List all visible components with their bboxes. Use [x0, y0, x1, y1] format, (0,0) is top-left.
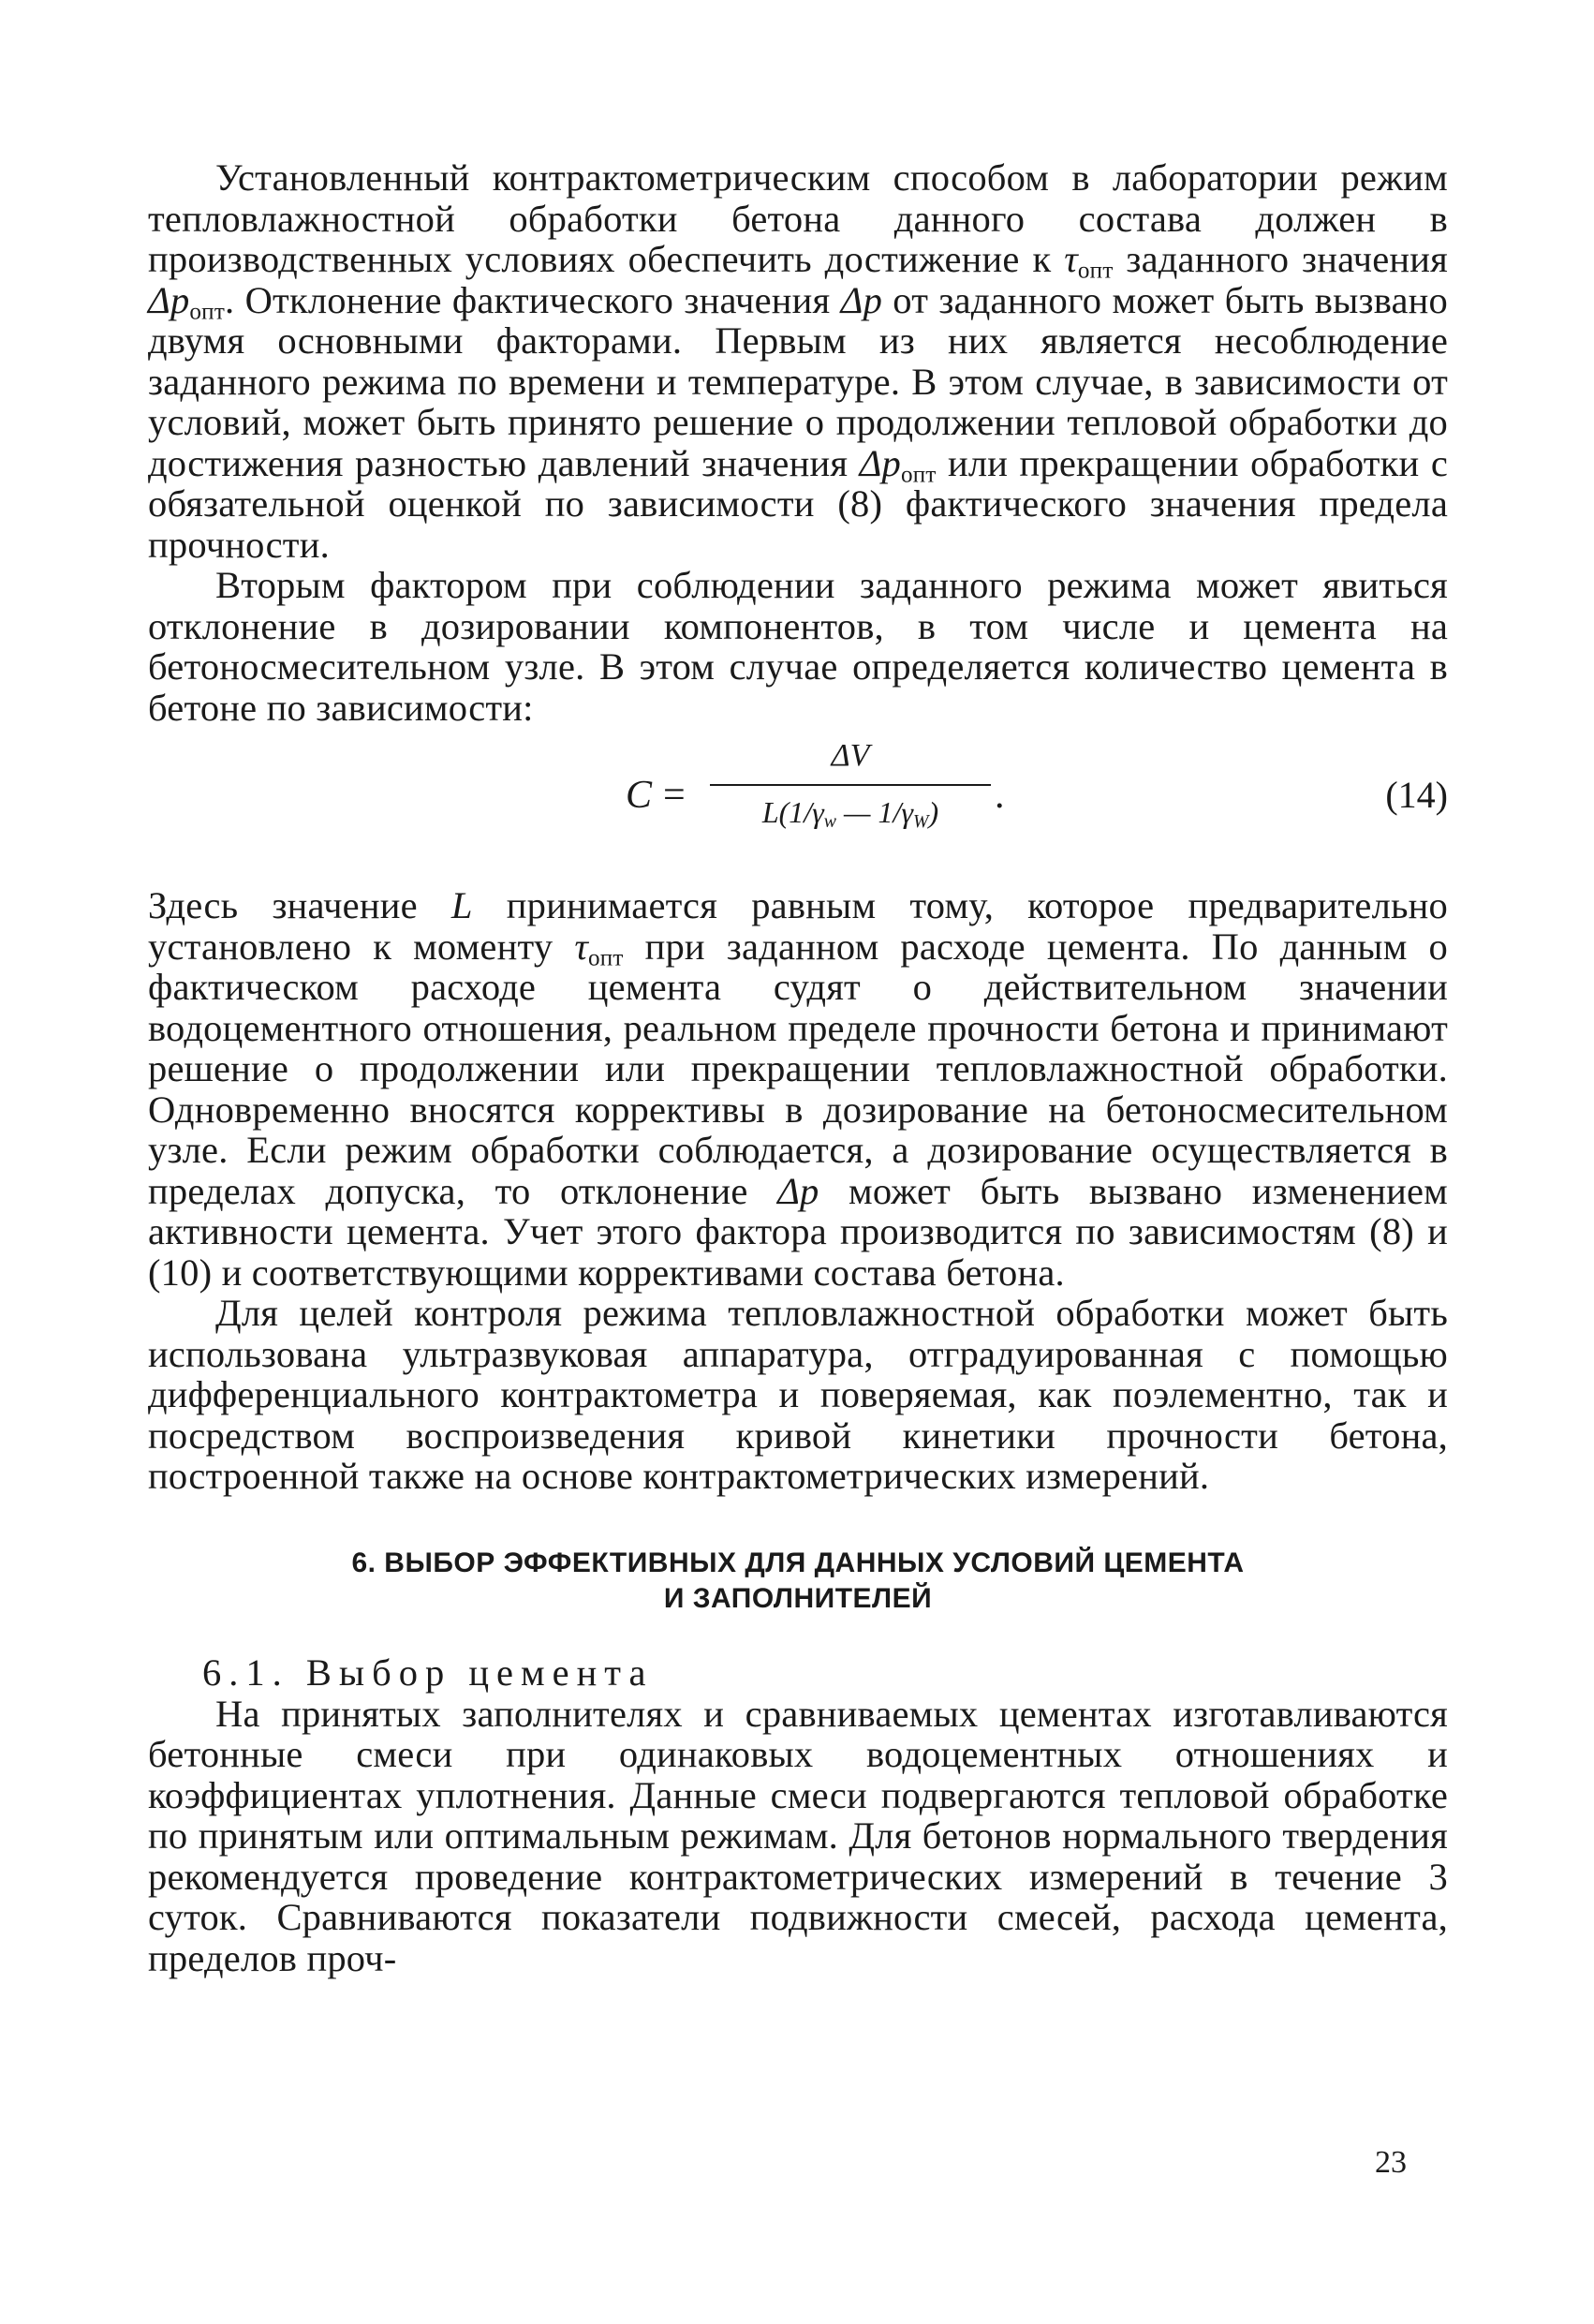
formula-denominator: $L(1/\gamma_w$ — $1/\gamma_W$) — [761, 795, 939, 832]
section-heading-line-2: И ЗАПОЛНИТЕЛЕЙ — [663, 1582, 933, 1614]
formula-number: (14) — [1385, 774, 1448, 816]
section-heading — [148, 1546, 1448, 1617]
formula-14 — [148, 735, 1448, 876]
paragraph-2: Вторым фактором при соблюдении заданного режима может явиться отклонение в дозировании компонентов, в том числе и цемента на бетоносмесительном узле. В этом случае определяется количество цемента в бетоне по зависимости: — [148, 564, 1448, 729]
paragraph-5: На принятых заполнителях и сравниваемых цементах изготавливаются бетонные смеси при одинаковых водоцементных отношениях и коэффициентах уплотнения. Данные смеси подвергаются тепловой обработке по принятым или оптимальным режимам. Для бетонов нормального твердения рекомендуется проведение контрактометрических измерений в течение 3 суток. Сравниваются показатели подвижности смесей, расхода цемента, пределов проч- — [148, 1692, 1448, 1979]
formula-equals: = — [663, 774, 686, 817]
subsection-title: 6.1. Выбор цемента — [202, 1650, 654, 1694]
section-heading-line-1: 6. ВЫБОР ЭФФЕКТИВНЫХ ДЛЯ ДАННЫХ УСЛОВИЙ ЦЕМЕНТА — [351, 1547, 1245, 1578]
formula-fraction — [710, 735, 991, 833]
fraction-bar — [710, 784, 991, 786]
formula-lhs: C — [626, 774, 653, 817]
page-content — [148, 157, 1448, 1978]
paragraph-3: Здесь значение L принимается равным тому, которое предварительно установлено к моменту $\tau_{опт}$ при заданном расходе цемента. По данным о фактическом расходе цемента судят о действительном значении водоцементного отношения, реальном пределе прочности бетона и принимают решение о продолжении или прекращении тепловлажностной обработки. Одновременно вносятся коррективы в дозирование на бетоносмесительном узле. Если режим обработки соблюдается, а дозирование осуществляется в пределах допуска, то отклонение Δp может быть вызвано изменением активности цемента. Учет этого фактора производится по зависимостям (8) и (10) и соответствующими коррективами состава бетона. — [148, 884, 1448, 1294]
paragraph-1: Установленный контрактометрическим способом в лаборатории режим тепловлажностной обработки бетона данного состава должен в производственных условиях обеспечить достижение к $\tau_{опт}$ заданного значения $\Delta p_{опт}$. Отклонение фактического значения Δp от заданного может быть вызвано двумя основными факторами. Первым из них является несоблюдение заданного режима по времени и температуре. В этом случае, в зависимости от условий, может быть принято решение о продолжении тепловой обработки до достижения разностью давлений значения $\Delta p_{опт}$ или прекращении обработки с обязательной оценкой по зависимости (8) фактического значения предела прочности. — [148, 156, 1448, 566]
paragraph-4: Для целей контроля режима тепловлажностной обработки может быть использована ультразвуковая аппаратура, отградуированная с помощью дифференциального контрактометра и поверяемая, как поэлементно, так и посредством воспроизведения кривой кинетики прочности бетона, построенной также на основе контрактометрических измерений. — [148, 1292, 1448, 1497]
formula-numerator: ΔV — [831, 738, 870, 773]
page-number: 23 — [1375, 2145, 1407, 2180]
formula-period: . — [995, 774, 1005, 817]
